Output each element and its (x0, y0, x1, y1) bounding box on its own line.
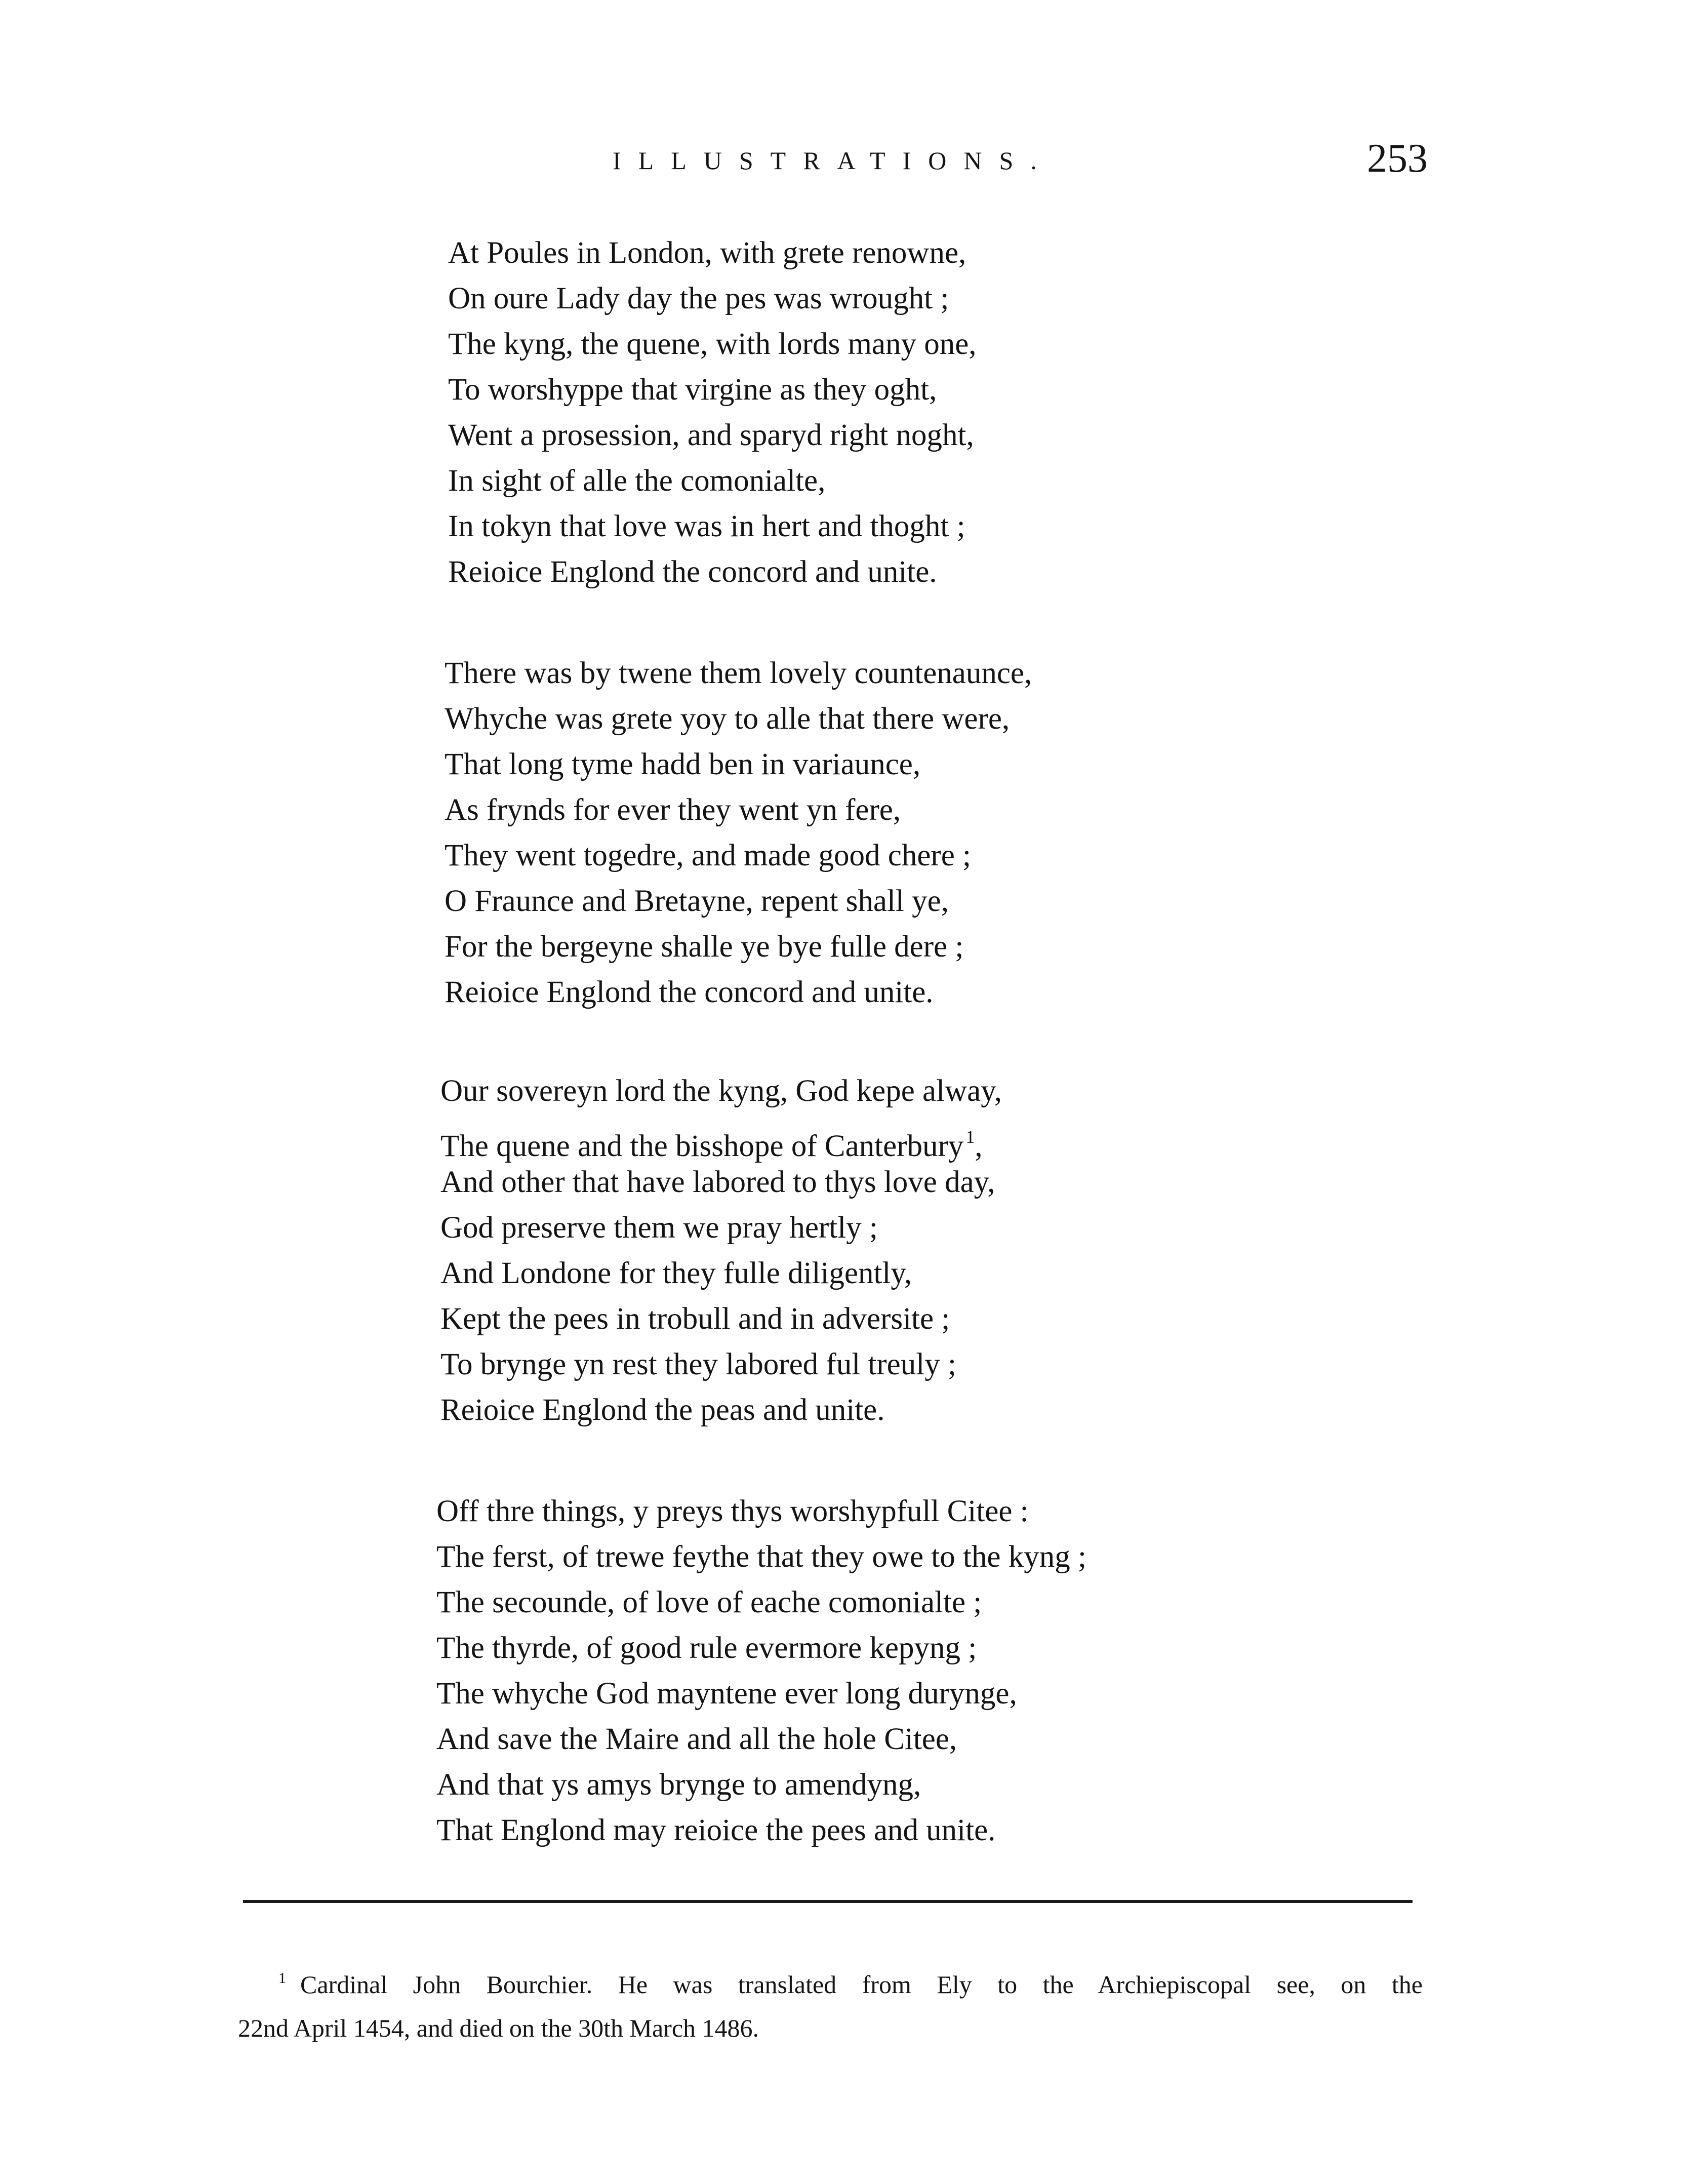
stanza-2 (440, 651, 1453, 1015)
footnote-divider (243, 1900, 1413, 1903)
verse-line: They went togedre, and made good chere ; (445, 839, 971, 872)
running-title: ILLUSTRATIONS. (613, 146, 1054, 175)
stanza-4 (436, 1489, 1453, 1853)
footnote-mark: 1 (965, 1127, 975, 1147)
stanza-3 (440, 1068, 1453, 1433)
verse-line: In sight of alle the comonialte, (448, 464, 826, 498)
footnote-line: 22nd April 1454, and died on the 30th March 1486. (238, 2014, 759, 2042)
verse-line: Went a prosession, and sparyd right noght, (448, 418, 974, 452)
footnote (238, 1957, 1423, 2050)
verse-line: And other that have labored to thys love day, (440, 1165, 995, 1199)
verse-line: In tokyn that love was in hert and thoght ; (448, 509, 965, 543)
verse-line: To worshyppe that virgine as they oght, (448, 373, 937, 407)
verse-line: That long tyme hadd ben in variaunce, (445, 747, 921, 781)
verse-line: Reioice Englond the concord and unite. (448, 555, 937, 589)
verse-line: On oure Lady day the pes was wrought ; (448, 282, 949, 315)
verse-line: And Londone for they fulle diligently, (440, 1256, 912, 1290)
verse-line: Our sovereyn lord the kyng, God kepe alway, (440, 1074, 1002, 1108)
verse-line: The ferst, of trewe feythe that they owe to the kyng ; (436, 1540, 1086, 1574)
page-number: 253 (1367, 136, 1428, 181)
footnote-ref: 1 (278, 1970, 286, 1987)
verse-line: There was by twene them lovely countenaunce, (445, 656, 1032, 690)
verse-line: Off thre things, y preys thys worshypfull Citee : (436, 1494, 1029, 1528)
verse-line: O Fraunce and Bretayne, repent shall ye, (445, 884, 949, 918)
verse-line: As frynds for ever they went yn fere, (445, 793, 901, 827)
verse-line: For the bergeyne shalle ye bye fulle dere ; (445, 930, 964, 964)
verse-line: The thyrde, of good rule evermore kepyng ; (436, 1631, 977, 1665)
verse-line: Reioice Englond the peas and unite. (440, 1393, 885, 1427)
verse-line (440, 1114, 1453, 1163)
verse-line: God preserve them we pray hertly ; (440, 1211, 878, 1245)
footnote-line (238, 1957, 1423, 2006)
verse-line: Kept the pees in trobull and in adversite ; (440, 1302, 950, 1336)
stanza-1 (440, 230, 1453, 595)
verse-line: At Poules in London, with grete renowne, (448, 236, 966, 270)
verse-line: Reioice Englond the concord and unite. (445, 975, 934, 1009)
verse-line: To brynge yn rest they labored ful treuly ; (440, 1347, 956, 1381)
verse-line: And save the Maire and all the hole Citee, (436, 1722, 957, 1756)
verse-line: The secounde, of love of eache comonialte ; (436, 1585, 982, 1619)
footnote-text: Cardinal John Bourchier. He was translated from Ely to the Archiepiscopal see, on the (300, 1970, 1423, 1999)
verse-line: That Englond may reioice the pees and unite. (436, 1813, 996, 1847)
verse-line: And that ys amys brynge to amendyng, (436, 1768, 921, 1802)
verse-line: Whyche was grete yoy to alle that there were, (445, 702, 1010, 736)
verse-line-text: The quene and the bisshope of Canterbury (440, 1129, 964, 1163)
verse-line: The kyng, the quene, with lords many one, (448, 327, 977, 361)
verse-line: The whyche God mayntene ever long durynge, (436, 1677, 1017, 1711)
verse-line-punctuation: , (975, 1129, 983, 1163)
